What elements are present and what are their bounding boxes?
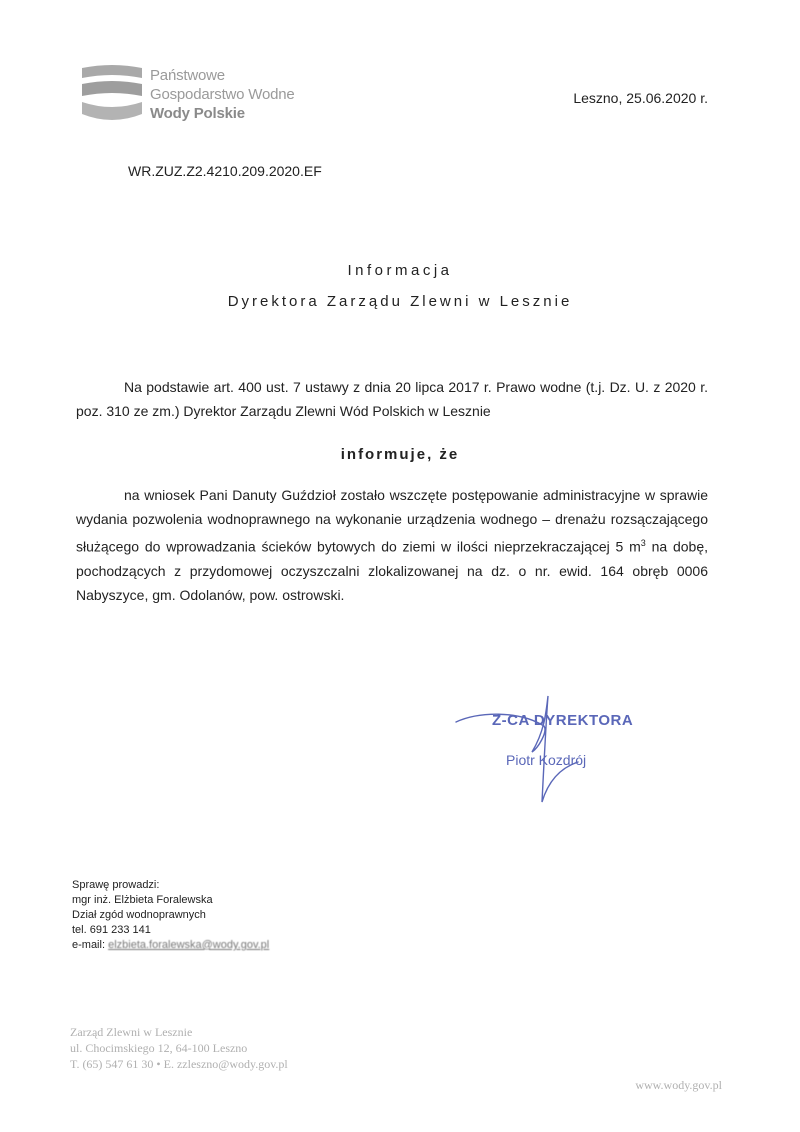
- contact-email-link[interactable]: elzbieta.foralewska@wody.gov.pl: [108, 939, 270, 951]
- organization-logo: [80, 62, 330, 130]
- footer-office-name: Zarząd Zlewni w Lesznie: [70, 1025, 193, 1039]
- signatory-title: Z-CA DYREKTORA: [492, 712, 634, 729]
- signatory-name: Piotr Kozdrój: [506, 752, 587, 768]
- logo-line-2: Gospodarstwo Wodne: [150, 86, 295, 103]
- contact-officer-name: mgr inż. Elżbieta Foralewska: [72, 894, 213, 906]
- signature-stamp: [448, 692, 638, 812]
- case-reference-number: WR.ZUZ.Z2.4210.209.2020.EF: [128, 163, 322, 179]
- document-subtitle: Dyrektora Zarządu Zlewni w Lesznie: [227, 293, 573, 310]
- place-and-date: Leszno, 25.06.2020 r.: [573, 90, 708, 106]
- contact-phone: tel. 691 233 141: [72, 924, 151, 936]
- contact-label: Sprawę prowadzi:: [72, 879, 160, 891]
- cubic-superscript: 3: [640, 538, 646, 548]
- legal-basis-paragraph: Na podstawie art. 400 ust. 7 ustawy z dnia 20 lipca 2017 r. Prawo wodne (t.j. Dz. U. z 2020 r. poz. 310 ze zm.) Dyrektor Zarządu Zlewni Wód Polskich w Lesznie: [76, 379, 708, 419]
- footer-phone-email: T. (65) 547 61 30 • E. zzleszno@wody.gov.pl: [70, 1057, 288, 1071]
- informs-heading: informuje, że: [340, 446, 460, 463]
- contact-email-label: e-mail:: [72, 939, 106, 951]
- proceedings-text-start: na wniosek Pani Danuty Guździoł zostało wszczęte postępowanie administracyjne w sprawie wydania pozwolenia wodnoprawnego na wykonanie urządzenia wodnego – drenażu rozsączającego służącego do wprowadzania ścieków bytowych do ziemi w ilości nieprzekraczającej 5 m: [76, 487, 708, 555]
- logo-line-3: Wody Polskie: [150, 105, 245, 122]
- footer-address: ul. Chocimskiego 12, 64-100 Leszno: [70, 1041, 248, 1055]
- proceedings-text-end: na dobę, pochodzących z przydomowej oczyszczalni zlokalizowanej na dz. o nr. ewid. 164 obręb 0006 Nabyszyce, gm. Odolanów, pow. ostrowski.: [76, 538, 708, 603]
- proceedings-paragraph: [76, 483, 708, 607]
- document-title: Informacja: [347, 262, 453, 279]
- contact-email-row: [72, 938, 269, 953]
- office-footer: [70, 1024, 288, 1072]
- wave-logo-icon: [80, 62, 144, 130]
- logo-line-1: Państwowe: [150, 67, 225, 84]
- contact-department: Dział zgód wodnoprawnych: [72, 909, 206, 921]
- footer-website-link[interactable]: www.wody.gov.pl: [635, 1078, 722, 1092]
- case-officer-contact: [72, 878, 269, 953]
